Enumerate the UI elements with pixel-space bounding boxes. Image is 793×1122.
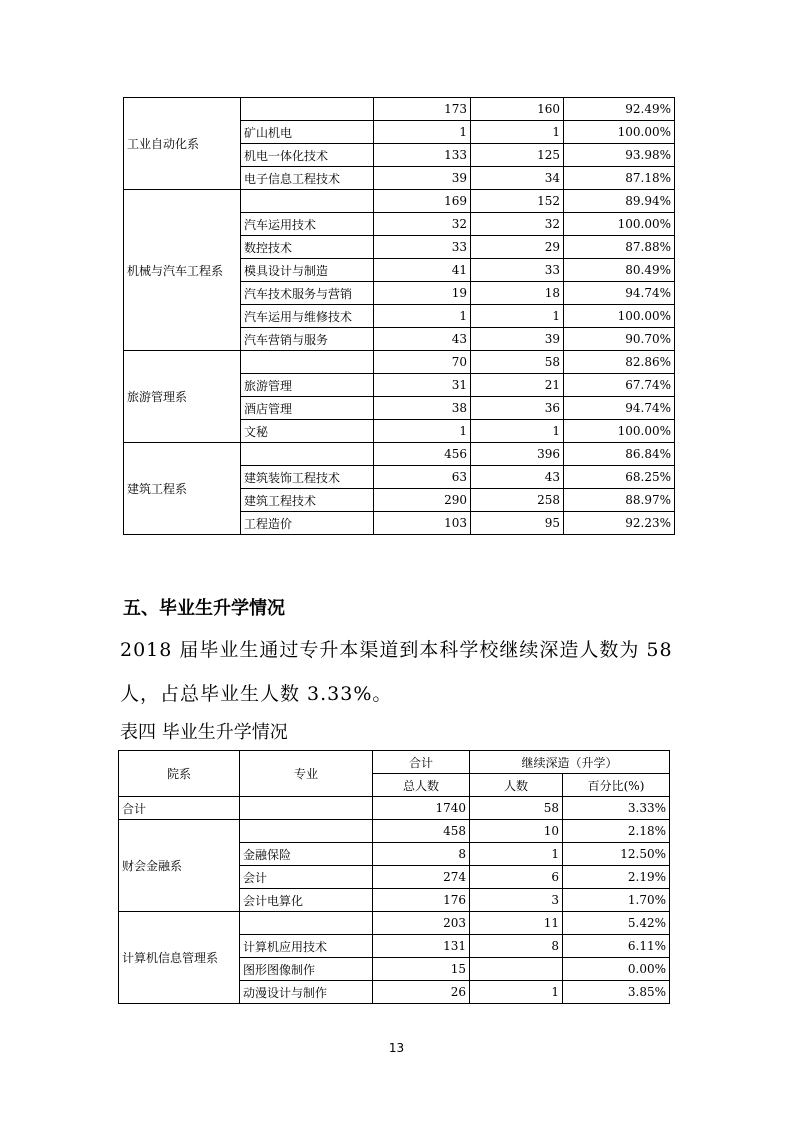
employment-table	[123, 97, 675, 535]
major-cell	[241, 351, 374, 374]
value-cell: 19	[374, 282, 471, 305]
value-cell: 176	[373, 889, 470, 912]
value-cell: 93.98%	[564, 144, 675, 167]
major-cell: 电子信息工程技术	[241, 167, 374, 190]
header-percent: 百分比(%)	[563, 774, 670, 797]
value-cell: 33	[374, 236, 471, 259]
dept-cell: 财会金融系	[119, 820, 240, 912]
value-cell: 100.00%	[564, 420, 675, 443]
sum-percent: 3.33%	[563, 797, 670, 820]
major-cell: 会计电算化	[240, 889, 373, 912]
major-cell: 动漫设计与制作	[240, 981, 373, 1004]
header-major: 专业	[240, 751, 373, 797]
value-cell: 80.49%	[564, 259, 675, 282]
value-cell: 100.00%	[564, 305, 675, 328]
value-cell: 125	[471, 144, 564, 167]
value-cell: 87.88%	[564, 236, 675, 259]
major-cell: 酒店管理	[241, 397, 374, 420]
value-cell: 70	[374, 351, 471, 374]
value-cell: 33	[471, 259, 564, 282]
sum-people: 58	[470, 797, 563, 820]
value-cell: 39	[471, 328, 564, 351]
table-row	[124, 443, 675, 466]
sum-row	[119, 797, 670, 820]
value-cell: 100.00%	[564, 213, 675, 236]
sum-label: 合计	[119, 797, 240, 820]
major-cell: 数控技术	[241, 236, 374, 259]
sum-major	[240, 797, 373, 820]
further-study-table	[118, 750, 670, 1004]
dept-cell: 计算机信息管理系	[119, 912, 240, 1004]
major-cell	[241, 190, 374, 213]
major-cell: 矿山机电	[241, 121, 374, 144]
value-cell: 396	[471, 443, 564, 466]
value-cell: 10	[470, 820, 563, 843]
value-cell: 26	[373, 981, 470, 1004]
table-row	[124, 351, 675, 374]
major-cell	[240, 820, 373, 843]
major-cell: 文秘	[241, 420, 374, 443]
table-row	[119, 912, 670, 935]
table-row	[124, 98, 675, 121]
value-cell: 169	[374, 190, 471, 213]
value-cell: 34	[471, 167, 564, 190]
value-cell: 41	[374, 259, 471, 282]
major-cell: 图形图像制作	[240, 958, 373, 981]
value-cell: 1	[470, 981, 563, 1004]
major-cell: 汽车运用技术	[241, 213, 374, 236]
value-cell: 32	[471, 213, 564, 236]
value-cell: 87.18%	[564, 167, 675, 190]
value-cell: 458	[373, 820, 470, 843]
header-people: 人数	[470, 774, 563, 797]
value-cell: 1	[471, 305, 564, 328]
value-cell: 95	[471, 512, 564, 535]
value-cell: 15	[373, 958, 470, 981]
value-cell: 131	[373, 935, 470, 958]
value-cell: 12.50%	[563, 843, 670, 866]
value-cell: 36	[471, 397, 564, 420]
value-cell: 1	[471, 420, 564, 443]
value-cell: 6.11%	[563, 935, 670, 958]
header-dept: 院系	[119, 751, 240, 797]
major-cell: 汽车技术服务与营销	[241, 282, 374, 305]
value-cell: 11	[470, 912, 563, 935]
header-total: 合计	[373, 751, 470, 774]
value-cell: 94.74%	[564, 397, 675, 420]
value-cell: 32	[374, 213, 471, 236]
major-cell: 模具设计与制造	[241, 259, 374, 282]
major-cell: 计算机应用技术	[240, 935, 373, 958]
value-cell: 3	[470, 889, 563, 912]
sum-total: 1740	[373, 797, 470, 820]
paragraph-line-2: 人，占总毕业生人数 3.33%。	[120, 683, 393, 705]
value-cell: 100.00%	[564, 121, 675, 144]
value-cell: 290	[374, 489, 471, 512]
value-cell: 86.84%	[564, 443, 675, 466]
major-cell: 机电一体化技术	[241, 144, 374, 167]
dept-cell: 机械与汽车工程系	[124, 190, 241, 351]
table-row	[119, 820, 670, 843]
value-cell: 103	[374, 512, 471, 535]
value-cell: 88.97%	[564, 489, 675, 512]
major-cell: 建筑装饰工程技术	[241, 466, 374, 489]
value-cell: 1	[470, 843, 563, 866]
value-cell: 1	[471, 121, 564, 144]
value-cell: 1	[374, 305, 471, 328]
value-cell: 0.00%	[563, 958, 670, 981]
value-cell: 92.23%	[564, 512, 675, 535]
major-cell: 旅游管理	[241, 374, 374, 397]
value-cell: 18	[471, 282, 564, 305]
value-cell: 2.19%	[563, 866, 670, 889]
value-cell: 92.49%	[564, 98, 675, 121]
value-cell: 133	[374, 144, 471, 167]
dept-cell: 工业自动化系	[124, 98, 241, 190]
value-cell: 274	[373, 866, 470, 889]
dept-cell: 旅游管理系	[124, 351, 241, 443]
value-cell: 5.42%	[563, 912, 670, 935]
value-cell: 94.74%	[564, 282, 675, 305]
header-further-study: 继续深造（升学）	[470, 751, 670, 774]
value-cell: 8	[373, 843, 470, 866]
major-cell	[241, 443, 374, 466]
major-cell: 金融保险	[240, 843, 373, 866]
value-cell: 31	[374, 374, 471, 397]
value-cell	[470, 958, 563, 981]
value-cell: 258	[471, 489, 564, 512]
value-cell: 3.85%	[563, 981, 670, 1004]
section-heading: 五、毕业生升学情况	[123, 598, 285, 619]
value-cell: 68.25%	[564, 466, 675, 489]
value-cell: 456	[374, 443, 471, 466]
major-cell: 建筑工程技术	[241, 489, 374, 512]
value-cell: 1.70%	[563, 889, 670, 912]
table-row	[124, 190, 675, 213]
major-cell: 工程造价	[241, 512, 374, 535]
value-cell: 2.18%	[563, 820, 670, 843]
header-total-people: 总人数	[373, 774, 470, 797]
value-cell: 89.94%	[564, 190, 675, 213]
major-cell: 汽车运用与维修技术	[241, 305, 374, 328]
value-cell: 43	[374, 328, 471, 351]
value-cell: 21	[471, 374, 564, 397]
table-caption: 表四 毕业生升学情况	[120, 722, 288, 743]
value-cell: 63	[374, 466, 471, 489]
paragraph-line-1: 2018 届毕业生通过专升本渠道到本科学校继续深造人数为 58	[120, 639, 673, 661]
value-cell: 82.86%	[564, 351, 675, 374]
value-cell: 38	[374, 397, 471, 420]
value-cell: 6	[470, 866, 563, 889]
value-cell: 43	[471, 466, 564, 489]
value-cell: 1	[374, 121, 471, 144]
value-cell: 173	[374, 98, 471, 121]
value-cell: 67.74%	[564, 374, 675, 397]
dept-cell: 建筑工程系	[124, 443, 241, 535]
value-cell: 160	[471, 98, 564, 121]
value-cell: 29	[471, 236, 564, 259]
major-cell	[240, 912, 373, 935]
value-cell: 1	[374, 420, 471, 443]
value-cell: 8	[470, 935, 563, 958]
value-cell: 203	[373, 912, 470, 935]
value-cell: 58	[471, 351, 564, 374]
page-number: 13	[388, 1041, 405, 1055]
major-cell: 会计	[240, 866, 373, 889]
value-cell: 90.70%	[564, 328, 675, 351]
value-cell: 152	[471, 190, 564, 213]
value-cell: 39	[374, 167, 471, 190]
major-cell	[241, 98, 374, 121]
major-cell: 汽车营销与服务	[241, 328, 374, 351]
